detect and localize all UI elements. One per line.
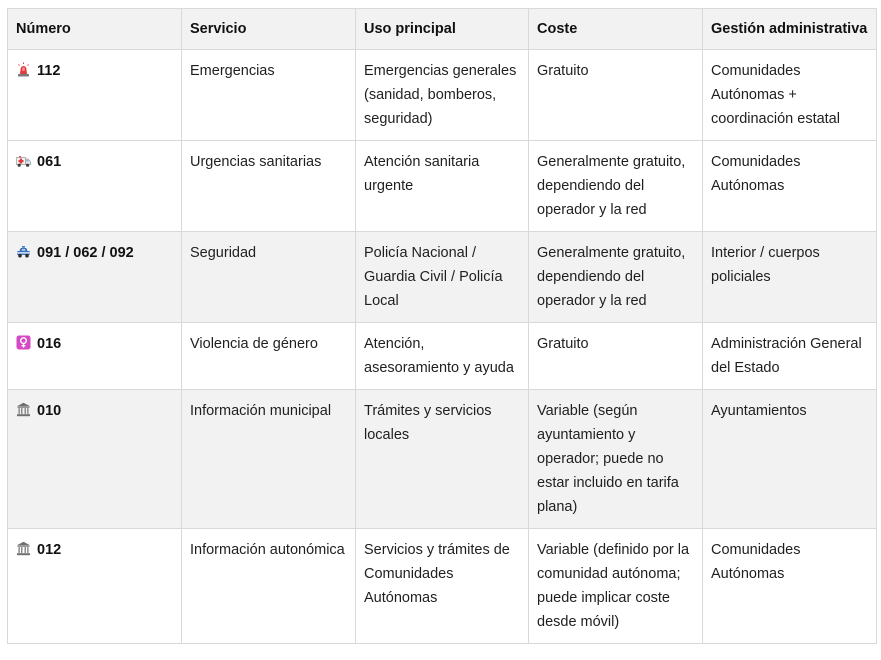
police-car-icon	[16, 244, 31, 259]
ambulance-icon	[16, 153, 31, 168]
servicio-cell: Emergencias	[182, 50, 356, 141]
table-row	[8, 323, 877, 390]
uso-cell: Servicios y trámites de Comunidades Autónomas	[356, 529, 529, 644]
servicio-cell: Información autonómica	[182, 529, 356, 644]
table-header-row	[8, 9, 877, 50]
uso-cell: Atención, asesoramiento y ayuda	[356, 323, 529, 390]
classical-building-icon	[16, 402, 31, 417]
uso-cell: Trámites y servicios locales	[356, 390, 529, 529]
gestion-cell: Interior / cuerpos policiales	[703, 232, 877, 323]
numero-value: 061	[37, 154, 62, 170]
coste-cell: Variable (según ayuntamiento y operador; puede no estar incluido en tarifa plana)	[529, 390, 703, 529]
gestion-cell: Comunidades Autónomas	[703, 141, 877, 232]
numero-value: 012	[37, 542, 62, 558]
numero-cell	[8, 529, 182, 644]
numero-cell	[8, 323, 182, 390]
numero-value: 016	[37, 336, 62, 352]
coste-cell: Variable (definido por la comunidad autónoma; puede implicar coste desde móvil)	[529, 529, 703, 644]
header-servicio: Servicio	[182, 9, 356, 50]
numero-value: 091 / 062 / 092	[37, 245, 134, 261]
header-gestion-administrativa: Gestión administrativa	[703, 9, 877, 50]
table-row	[8, 390, 877, 529]
servicio-cell: Urgencias sanitarias	[182, 141, 356, 232]
table-row	[8, 232, 877, 323]
police-light-icon	[16, 62, 31, 77]
servicio-cell: Seguridad	[182, 232, 356, 323]
gestion-cell: Ayuntamientos	[703, 390, 877, 529]
coste-cell: Generalmente gratuito, dependiendo del operador y la red	[529, 232, 703, 323]
header-uso-principal: Uso principal	[356, 9, 529, 50]
uso-cell: Policía Nacional / Guardia Civil / Policía Local	[356, 232, 529, 323]
table-row	[8, 529, 877, 644]
phone-services-table	[7, 8, 877, 644]
coste-cell: Gratuito	[529, 323, 703, 390]
phone-services-table-container	[7, 8, 876, 644]
classical-building-icon	[16, 541, 31, 556]
gestion-cell: Administración General del Estado	[703, 323, 877, 390]
uso-cell: Emergencias generales (sanidad, bomberos, seguridad)	[356, 50, 529, 141]
table-row	[8, 141, 877, 232]
gestion-cell: Comunidades Autónomas + coordinación estatal	[703, 50, 877, 141]
numero-value: 112	[37, 63, 61, 79]
servicio-cell: Información municipal	[182, 390, 356, 529]
gestion-cell: Comunidades Autónomas	[703, 529, 877, 644]
numero-cell	[8, 50, 182, 141]
female-sign-icon	[16, 335, 31, 350]
header-numero: Número	[8, 9, 182, 50]
table-row	[8, 50, 877, 141]
servicio-cell: Violencia de género	[182, 323, 356, 390]
coste-cell: Generalmente gratuito, dependiendo del operador y la red	[529, 141, 703, 232]
numero-value: 010	[37, 403, 62, 419]
numero-cell	[8, 141, 182, 232]
uso-cell: Atención sanitaria urgente	[356, 141, 529, 232]
header-coste: Coste	[529, 9, 703, 50]
numero-cell	[8, 232, 182, 323]
coste-cell: Gratuito	[529, 50, 703, 141]
numero-cell	[8, 390, 182, 529]
